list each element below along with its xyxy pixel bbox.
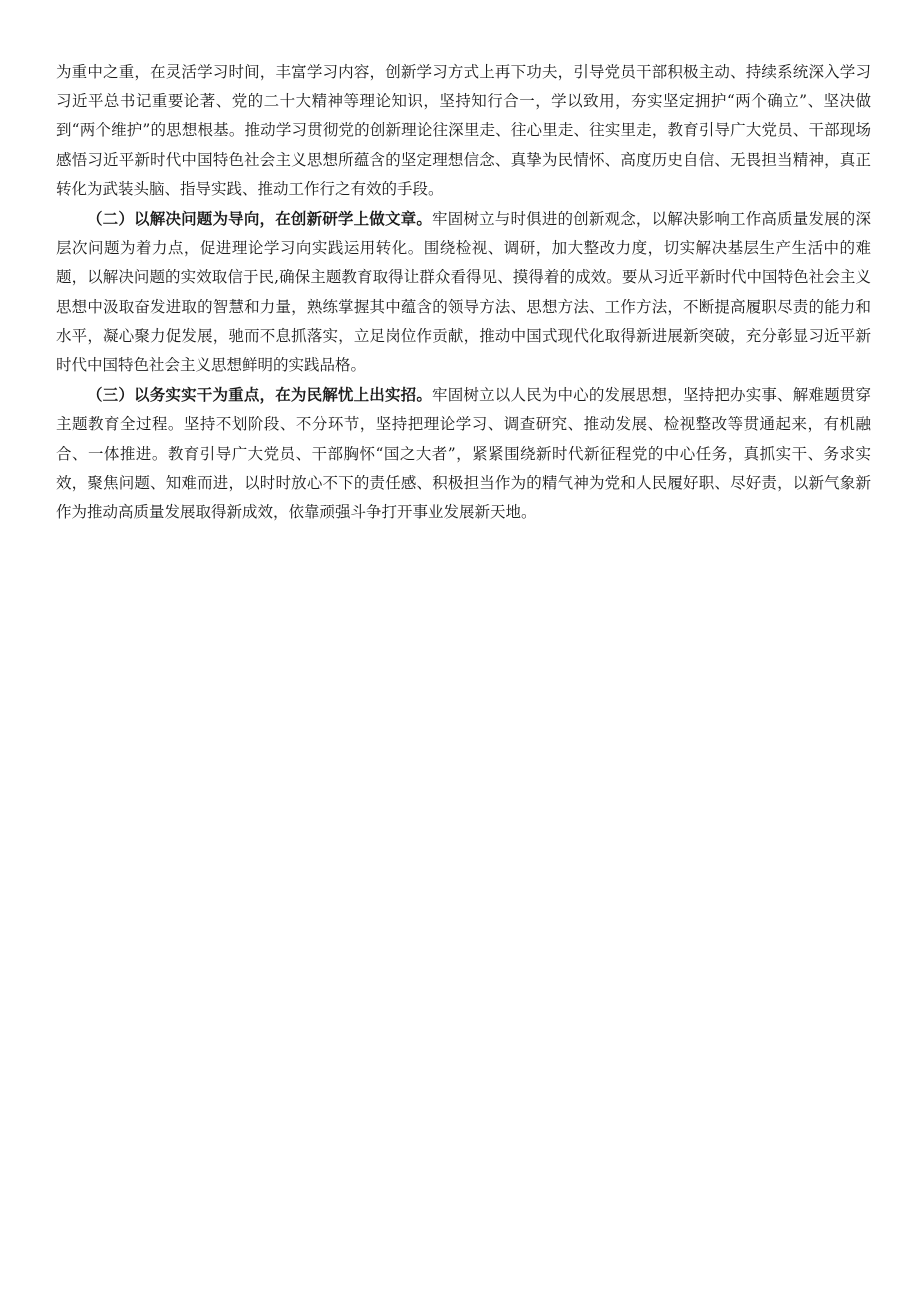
- paragraph-body: 牢固树立与时俱进的创新观念，以解决影响工作高质量发展的深层次问题为着力点，促进理论学习向实践运用转化。围绕检视、调研，加大整改力度，切实解决基层生产生活中的难题，以解决问题的实效取信于民,确保主题教育取得让群众看得见、摸得着的成效。要从习近平新时代中国特色社会主义思想中汲取奋发进取的智慧和力量，熟练掌握其中蕴含的领导方法、思想方法、工作方法，不断提高履职尽责的能力和水平，凝心聚力促发展，驰而不息抓落实，立足岗位作贡献，推动中国式现代化取得新进展新突破，充分彰显习近平新时代中国特色社会主义思想鲜明的实践品格。: [56, 210, 871, 375]
- section-heading: （三）以务实实干为重点，在为民解忧上出实招。: [87, 385, 433, 405]
- paragraph-body: 牢固树立以人民为中心的发展思想，坚持把办实事、解难题贯穿主题教育全过程。坚持不划阶段、不分环节，坚持把理论学习、调查研究、推动发展、检视整改等贯通起来，有机融合、一体推进。教育引导广大党员、干部胸怀“国之大者”，紧紧围绕新时代新征程党的中心任务，真抓实干、务求实效，聚焦问题、知难而进，以时时放心不下的责任感、积极担当作为的精气神为党和人民履好职、尽好责，以新气象新作为推动高质量发展取得新成效，依靠顽强斗争打开事业发展新天地。: [56, 386, 871, 522]
- document-page: [56, 58, 871, 527]
- section-heading: （二）以解决问题为导向，在创新研学上做文章。: [87, 209, 433, 229]
- paragraph-continuation: [56, 58, 871, 204]
- paragraph-section-2: [56, 204, 871, 380]
- paragraph-body: 为重中之重，在灵活学习时间，丰富学习内容，创新学习方式上再下功夫，引导党员干部积极主动、持续系统深入学习习近平总书记重要论著、党的二十大精神等理论知识，坚持知行合一，学以致用，夯实坚定拥护“两个确立”、坚决做到“两个维护”的思想根基。推动学习贯彻党的创新理论往深里走、往心里走、往实里走，教育引导广大党员、干部现场感悟习近平新时代中国特色社会主义思想所蕴含的坚定理想信念、真挚为民情怀、高度历史自信、无畏担当精神，真正转化为武装头脑、指导实践、推动工作行之有效的手段。: [56, 63, 871, 198]
- paragraph-section-3: [56, 380, 871, 527]
